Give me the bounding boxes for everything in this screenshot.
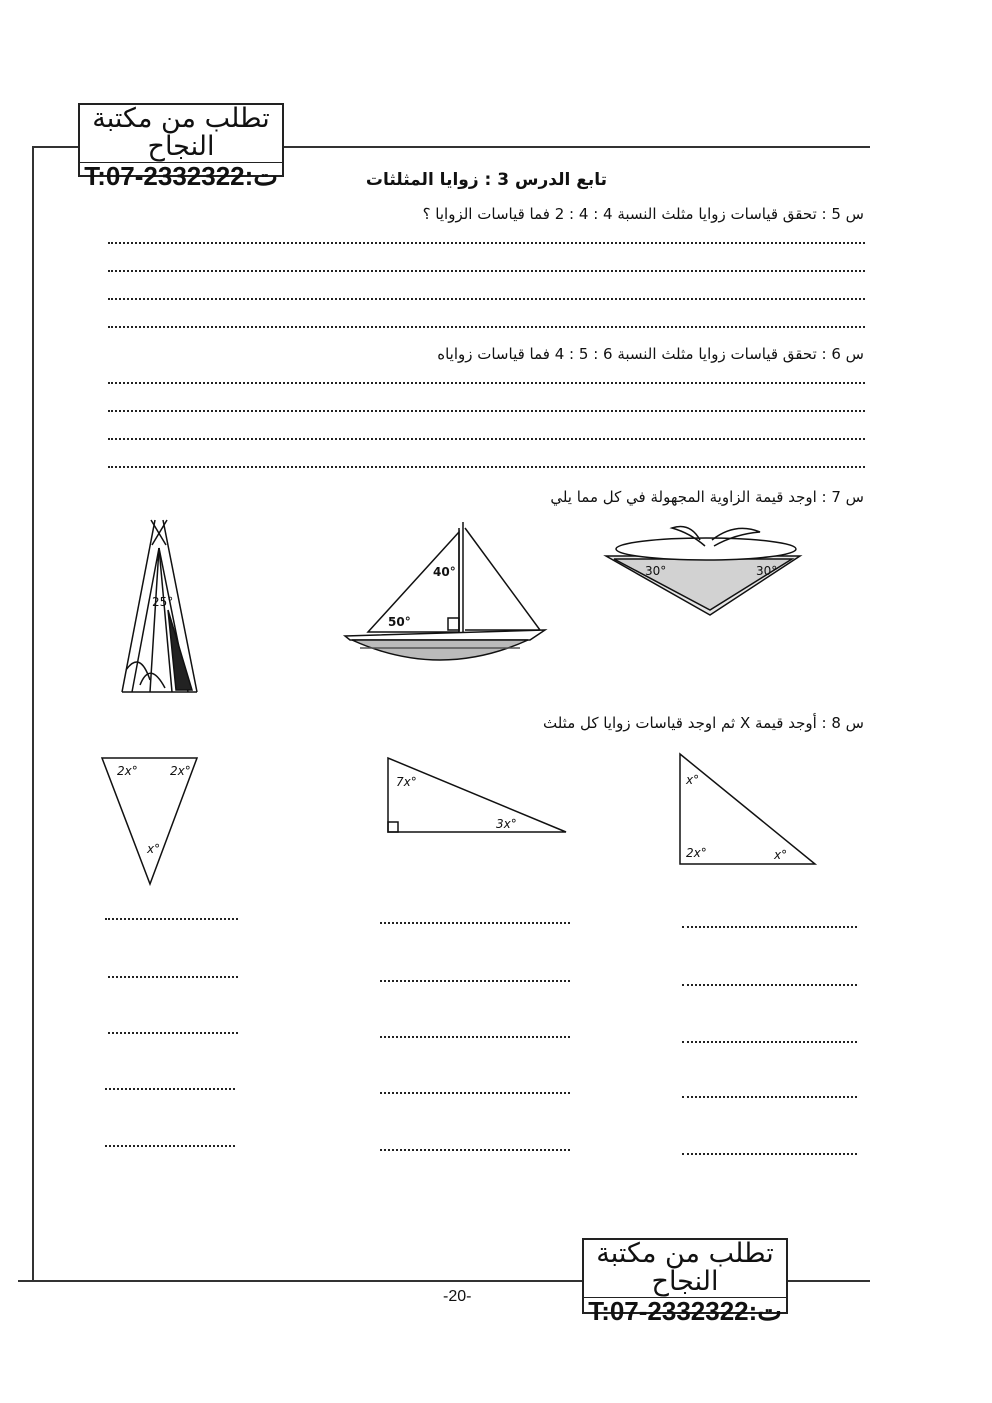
answer-line: [380, 922, 570, 924]
t2-angle-b: 3x°: [496, 817, 517, 831]
t1-angle-a: 2x°: [117, 764, 138, 778]
question-8: س 8 : أوجد قيمة X ثم اوجد قياسات زوايا كل مثلث: [542, 714, 864, 732]
answer-line: [108, 242, 865, 244]
answer-line: [682, 984, 857, 986]
answer-line: [108, 438, 865, 440]
question-5: س 5 : تحقق قياسات زوايا مثلث النسبة 4 : 4 : 2 فما قياسات الزوايا ؟: [422, 205, 864, 223]
t3-angle-c: x°: [774, 848, 788, 862]
tent-angle-label: 25°: [152, 595, 174, 609]
answer-line: [682, 1096, 857, 1098]
answer-line: [380, 1092, 570, 1094]
answer-line: [105, 1145, 235, 1147]
t3-angle-a: x°: [686, 773, 700, 787]
question-7: س 7 : اوجد قيمة الزاوية المجهولة في كل مما يلي: [550, 488, 864, 506]
answer-line: [105, 1088, 235, 1090]
answer-line: [105, 918, 238, 920]
frame-left-line: [32, 146, 34, 1281]
answer-line: [380, 1036, 570, 1038]
lesson-title: تابع الدرس 3 : زوايا المثلثات: [365, 170, 607, 190]
triangle-2: [388, 758, 566, 832]
sailboat-angle-top-label: 40°: [433, 565, 456, 579]
t1-angle-c: x°: [147, 842, 161, 856]
sailboat-angle-bottom-label: 50°: [388, 615, 411, 629]
answer-line: [108, 1032, 238, 1034]
store-stamp-bottom: [582, 1238, 788, 1326]
answer-line: [682, 926, 857, 928]
answer-line: [380, 1149, 570, 1151]
stamp-line1: تطلب من مكتبة النجاح: [92, 103, 270, 163]
answer-line: [108, 298, 865, 300]
scarf-angle-right-label: 30°: [756, 564, 778, 578]
answer-line: [380, 980, 570, 982]
store-stamp-top: [78, 103, 284, 191]
stamp-line2: T:07-2332322:ت: [80, 162, 282, 190]
t2-angle-a: 7x°: [396, 775, 417, 789]
triangles-q8: [0, 740, 992, 890]
stamp-line1: تطلب من مكتبة النجاح: [596, 1238, 774, 1298]
stamp-line2: T:07-2332322:ت: [584, 1297, 786, 1325]
question-6: س 6 : تحقق قياسات زوايا مثلث النسبة 6 : 5 : 4 فما قياسات زواياه: [437, 345, 864, 363]
answer-line: [108, 410, 865, 412]
t3-angle-b: 2x°: [686, 846, 707, 860]
scarf-angle-left-label: 30°: [645, 564, 667, 578]
t1-angle-b: 2x°: [170, 764, 191, 778]
answer-line: [682, 1041, 857, 1043]
sailboat-figure: [345, 522, 545, 660]
answer-line: [108, 466, 865, 468]
right-angle-mark: [388, 822, 398, 832]
answer-line: [108, 976, 238, 978]
page-number: -20-: [443, 1288, 472, 1305]
figures-q7: [0, 510, 992, 700]
answer-line: [108, 270, 865, 272]
answer-line: [682, 1153, 857, 1155]
answer-line: [108, 382, 865, 384]
answer-line: [108, 326, 865, 328]
